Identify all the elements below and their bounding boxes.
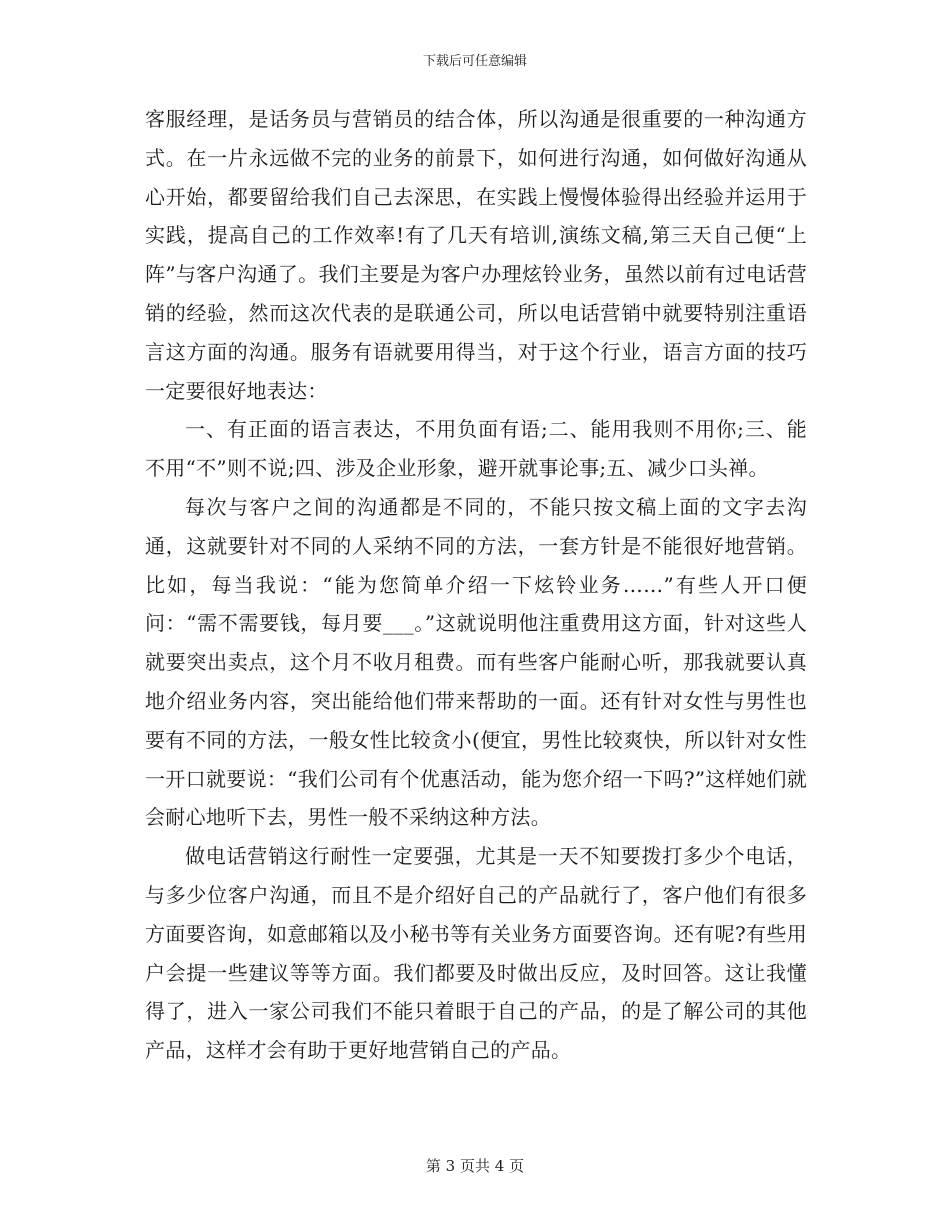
- document-body: [145, 100, 807, 1070]
- paragraph-2: 一、有正面的语言表达，不用负面有语;二、能用我则不用你;三、能不用“不”则不说;四、涉及企业形象，避开就事论事;五、减少口头禅。: [145, 417, 807, 481]
- page-header: 下载后可任意编辑: [422, 54, 527, 69]
- page-footer: 第 3 页共 4 页: [425, 1157, 525, 1175]
- paragraph-1: 客服经理，是话务员与营销员的结合体，所以沟通是很重要的一种沟通方式。在一片永远做不完的业务的前景下，如何进行沟通，如何做好沟通从心开始，都要留给我们自己去深思，在实践上慢慢体验得出经验并运用于实践，提高自己的工作效率!有了几天有培训,演练文稿,第三天自己便“上阵”与客户沟通了。我们主要是为客户办理炫铃业务，虽然以前有过电话营销的经验，然而这次代表的是联通公司，所以电话营销中就要特别注重语言这方面的沟通。服务有语就要用得当，对于这个行业，语言方面的技巧一定要很好地表达：: [145, 107, 807, 403]
- paragraph-3: 每次与客户之间的沟通都是不同的，不能只按文稿上面的文字去沟通，这就要针对不同的人采纳不同的方法，一套方针是不能很好地营销。比如，每当我说：“能为您简单介绍一下炫铃业务……”有些人开口便问：“需不需要钱，每月要___。”这就说明他注重费用这方面，针对这些人就要突出卖点，这个月不收月租费。而有些客户能耐心听，那我就要认真地介绍业务内容，突出能给他们带来帮助的一面。还有针对女性与男性也要有不同的方法，一般女性比较贪小(便宜，男性比较爽快，所以针对女性一开口就要说：“我们公司有个优惠活动，能为您介绍一下吗?”这样她们就会耐心地听下去，男性一般不采纳这种方法。: [145, 494, 807, 830]
- paragraph-4: 做电话营销这行耐性一定要强，尤其是一天不知要拨打多少个电话，与多少位客户沟通，而且不是介绍好自己的产品就行了，客户他们有很多方面要咨询，如意邮箱以及小秘书等有关业务方面要咨询。还有呢?有些用户会提一些建议等等方面。我们都要及时做出反应，及时回答。这让我懂得了，进入一家公司我们不能只着眼于自己的产品，的是了解公司的其他产品，这样才会有助于更好地营销自己的产品。: [145, 844, 807, 1063]
